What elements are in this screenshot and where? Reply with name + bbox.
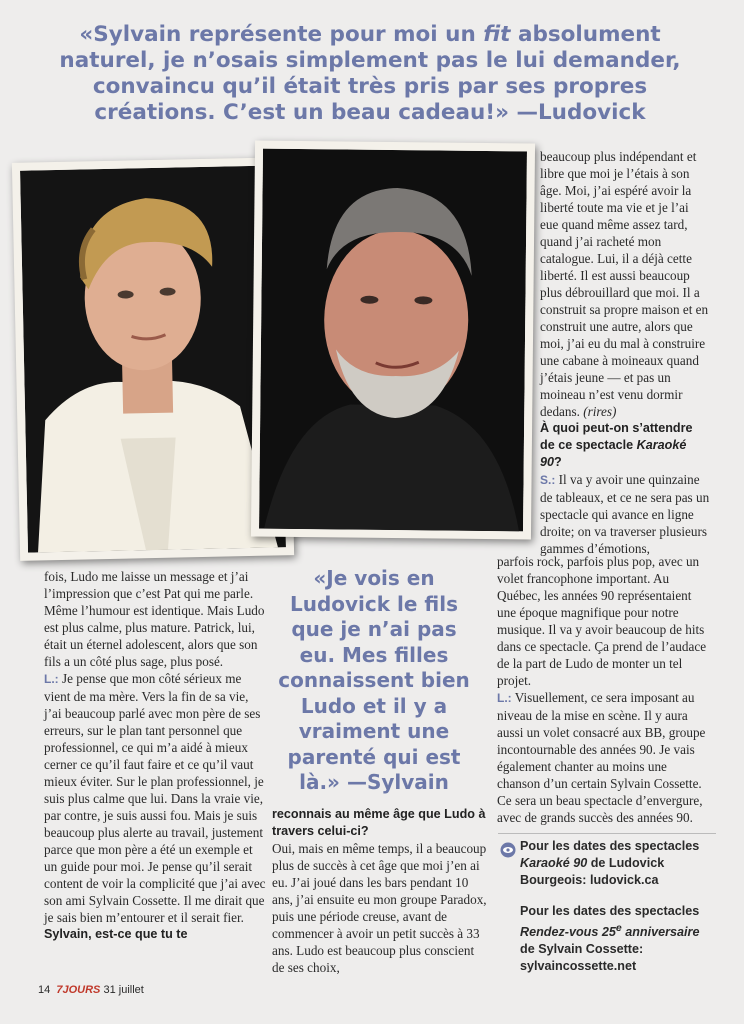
info-text: Pour les dates des spectacles xyxy=(520,904,700,918)
speaker-label: L.: xyxy=(44,672,59,686)
photo-sylvain xyxy=(251,141,535,540)
magazine-brand: 7JOURS xyxy=(56,984,101,996)
ludovick-portrait xyxy=(20,165,286,552)
question-text: À quoi peut-on s’attendre de ce spectacle xyxy=(540,421,693,452)
right-column-top xyxy=(540,148,710,557)
paragraph xyxy=(540,148,710,420)
question-heading: Sylvain, est-ce que tu te xyxy=(44,927,188,941)
info-text: Pour les dates des spectacles xyxy=(520,839,700,853)
left-column xyxy=(44,568,266,943)
speaker-label: L.: xyxy=(497,691,512,705)
question-heading xyxy=(540,420,710,471)
top-pull-quote xyxy=(40,22,700,126)
paragraph xyxy=(44,670,266,926)
dates-sylvain xyxy=(520,903,716,975)
eye-icon xyxy=(500,842,516,858)
show-dates-box xyxy=(498,833,716,975)
paragraph: Oui, mais en même temps, il a beaucoup plus de succès à cet âge que moi j’en ai eu. J’ai joué dans les bars pendant 10 ans, j’ai ensuite eu mon groupe Paradox, puis une période creuse, avant de commencer à avoir un petit succès à 33 ans. Ludo est beaucoup plus conscient de ses choix, xyxy=(272,841,487,975)
question-heading: reconnais au même âge que Ludo à travers celui-ci? xyxy=(272,807,486,838)
page-footer xyxy=(38,984,144,996)
body-text: beaucoup plus indépendant et libre que moi je l’étais à son âge. Moi, j’ai espéré avoir la liberté toute ma vie et je l’ai eue quand même assez tard, quand j’ai racheté mon catalogue. Lui, il a déjà cette liberté. Il est aussi beaucoup plus débrouillard que moi. Il a construit sa propre maison et en construit une autre, alors que moi, j’ai eu du mal à construire une cabane à moineaux quand j’étais jeune — et pas un moineau n’est venu dormir dedans. xyxy=(540,149,709,419)
paragraph: parfois rock, parfois plus pop, avec un volet francophone important. Au Québec, les années 90 représentaient une époque magnifique pour notre musique. Il va y avoir beaucoup de hits dans ce spectacle. Ça prend de l’audace de la part de Ludo de monter un tel projet. xyxy=(497,554,707,688)
show-title xyxy=(520,922,700,940)
top-quote-text-end: absolument naturel, je n’osais simplement pas le lui demander, convaincu qu’il était très pris par ses propres créations. C’est un beau cadeau!» —Ludovick xyxy=(59,22,681,125)
top-quote-fit: fit xyxy=(483,22,511,47)
speaker-label: S.: xyxy=(540,473,556,487)
mid-pull-quote: «Je vois en Ludovick le fils que je n’ai pas eu. Mes filles connaissent bien Ludo et il y a vraiment une parenté qui est là.» —Sylvain xyxy=(278,566,470,794)
info-link-text: de Ludovick Bourgeois: ludovick.ca xyxy=(520,856,665,887)
right-column xyxy=(497,553,710,826)
aside-text: (rires) xyxy=(583,404,617,419)
show-title-part: Rendez-vous 25 xyxy=(520,925,616,940)
paragraph xyxy=(497,689,710,826)
superscript: e xyxy=(615,922,622,934)
question-mark: ? xyxy=(554,455,562,469)
paragraph xyxy=(540,471,710,557)
show-title: Karaoké 90 xyxy=(520,856,588,870)
paragraph: fois, Ludo me laisse un message et j’ai l’impression que c’est Pat qui me parle. Même l’humour est identique. Mais Ludo est plus calme, plus mature. Patrick, lui, était un éternel adolescent, alors que son fils a un côté plus sage, plus posé. xyxy=(44,569,265,669)
middle-column xyxy=(272,806,488,976)
dates-ludovick xyxy=(520,838,716,889)
page-number: 14 xyxy=(38,984,51,996)
answer-text: Je pense que mon côté sérieux me vient de ma mère. Vers la fin de sa vie, j’ai beaucoup parlé avec mon père de ses erreurs, sur le plan tant personnel que professionnel, ce qui m’a aidé à mieux cerner ce qu’il faut faire et ce qu’il vaut mieux éviter. Sur le plan professionnel, je suis plus calme que lui. Dans la vraie vie, par contre, je suis aussi fou. Mais je suis beaucoup plus alerte au travail, justement parce que mon père a été un exemple et un guide pour moi. Je pense qu’il serait content de voir la complicité que j’ai avec son ami Sylvain Cossette. Il me dirait que je sais bien m’entourer et il serait fier. xyxy=(44,671,266,925)
issue-date: 31 juillet xyxy=(103,984,144,996)
show-title: Karaoké 90 xyxy=(540,438,687,469)
top-quote-text: «Sylvain représente pour moi un xyxy=(79,22,484,47)
show-title-part: anniversaire xyxy=(621,925,700,940)
answer-text: Visuellement, ce sera imposant au niveau de la mise en scène. Il y aura aussi un volet consacré aux BB, groupe incontournable des années 90. Je vais également chanter au moins une chanson d’un certain Sylvain Cossette. Ce sera un beau spectacle d’envergure, avec de grands succès des années 90. xyxy=(497,690,706,825)
sylvain-portrait xyxy=(259,149,527,532)
info-link-text: de Sylvain Cossette: sylvaincossette.net xyxy=(520,942,644,974)
answer-text: Il va y avoir une quinzaine de tableaux, et ce ne sera pas un spectacle qui avance en ligne droite; on va traverser plusieurs gammes d’émotions, xyxy=(540,472,710,556)
